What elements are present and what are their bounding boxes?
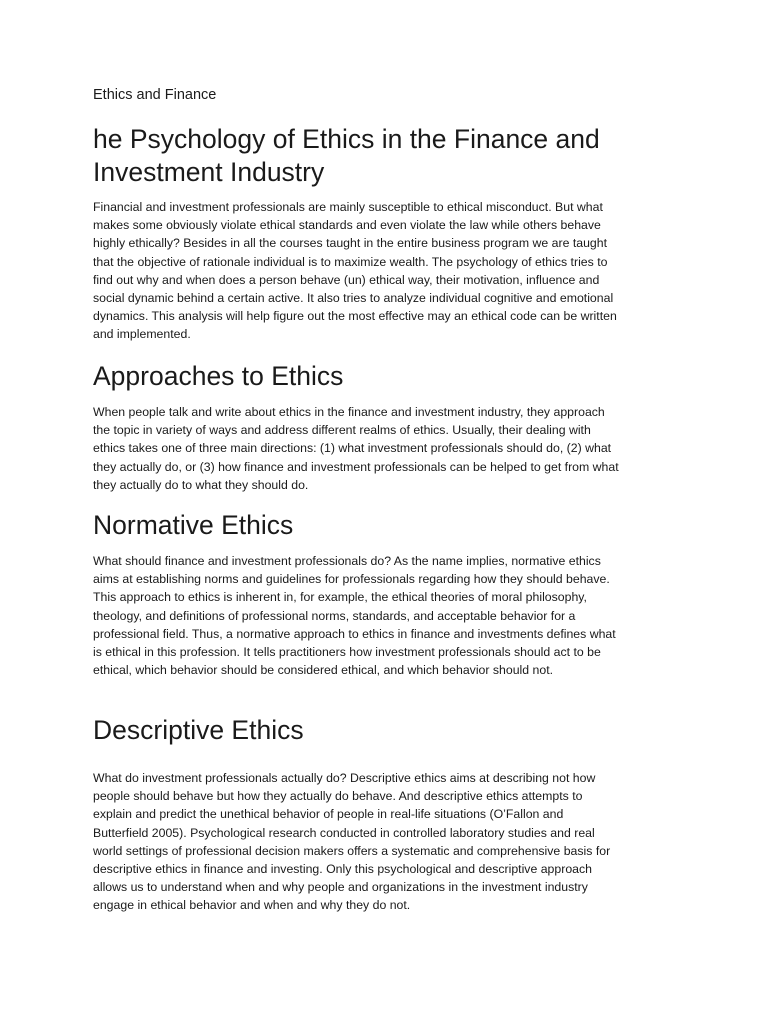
paragraph-line: highly ethically? Besides in all the courses taught in the entire business program we are taught <box>93 236 608 251</box>
normative-paragraph <box>93 552 683 679</box>
intro-paragraph <box>93 198 683 344</box>
paragraph-line: descriptive ethics in finance and investing. Only this psychological and descriptive approach <box>93 862 592 877</box>
section-heading-descriptive: Descriptive Ethics <box>93 715 304 745</box>
paragraph-line: the topic in variety of ways and address different realms of ethics. Usually, their dealing with <box>93 423 591 438</box>
main-heading-line: he Psychology of Ethics in the Finance and <box>93 124 600 154</box>
document-title: Ethics and Finance <box>93 87 217 103</box>
paragraph-line: is ethical in this profession. It tells practitioners how investment professionals should act to be <box>93 645 601 660</box>
descriptive-paragraph <box>93 769 683 915</box>
paragraph-line: dynamics. This analysis will help figure out the most effective may an ethical code can be written <box>93 309 617 324</box>
section-heading-approaches: Approaches to Ethics <box>93 361 344 391</box>
paragraph-line: Butterfield 2005). Psychological research conducted in controlled laboratory studies and real <box>93 825 595 840</box>
paragraph-line: world settings of professional decision makers offers a systematic and comprehensive basis for <box>93 843 611 858</box>
paragraph-line: This approach to ethics is inherent in, for example, the ethical theories of moral philosophy, <box>93 590 587 605</box>
paragraph-line: ethical, which behavior should be considered ethical, and which behavior should not. <box>93 663 554 678</box>
paragraph-line: social dynamic behind a certain active. It also tries to analyze individual cognitive and emotional <box>93 291 614 306</box>
paragraph-line: they actually do to what they should do. <box>93 477 309 492</box>
paragraph-line: people should behave but how they actually do behave. And descriptive ethics attempts to <box>93 789 583 804</box>
paragraph-line: engage in ethical behavior and when and why they do not. <box>93 898 411 913</box>
paragraph-line: and implemented. <box>93 327 191 342</box>
section-heading-normative: Normative Ethics <box>93 510 294 540</box>
paragraph-line: they actually do, or (3) how finance and investment professionals can be helped to get from what <box>93 459 619 474</box>
paragraph-line: What should finance and investment professionals do? As the name implies, normative ethics <box>93 554 601 568</box>
main-heading <box>93 123 683 189</box>
paragraph-line: Financial and investment professionals are mainly susceptible to ethical misconduct. But what <box>93 200 603 214</box>
approaches-paragraph <box>93 403 683 494</box>
paragraph-line: theology, and definitions of professional norms, standards, and acceptable behavior for a <box>93 608 576 623</box>
paragraph-line: ethics takes one of three main directions: (1) what investment professionals should do, (2) what <box>93 441 612 456</box>
paragraph-line: find out why and when does a person behave (un) ethical way, their motivation, influence and <box>93 272 600 287</box>
paragraph-line: allows us to understand when and why people and organizations in the investment industry <box>93 880 588 895</box>
paragraph-line: When people talk and write about ethics in the finance and investment industry, they approach <box>93 405 605 419</box>
main-heading-line: Investment Industry <box>93 157 325 187</box>
paragraph-line: that the objective of rationale individual is to maximize wealth. The psychology of ethics tries to <box>93 254 608 269</box>
paragraph-line: aims at establishing norms and guidelines for professionals regarding how they should behave. <box>93 572 610 587</box>
paragraph-line: What do investment professionals actually do? Descriptive ethics aims at describing not how <box>93 771 596 785</box>
paragraph-line: makes some obviously violate ethical standards and even violate the law while others behave <box>93 218 601 233</box>
paragraph-line: professional field. Thus, a normative approach to ethics in finance and investments defines what <box>93 626 616 641</box>
paragraph-line: explain and predict the unethical behavior of people in real-life situations (O’Fallon and <box>93 807 564 822</box>
